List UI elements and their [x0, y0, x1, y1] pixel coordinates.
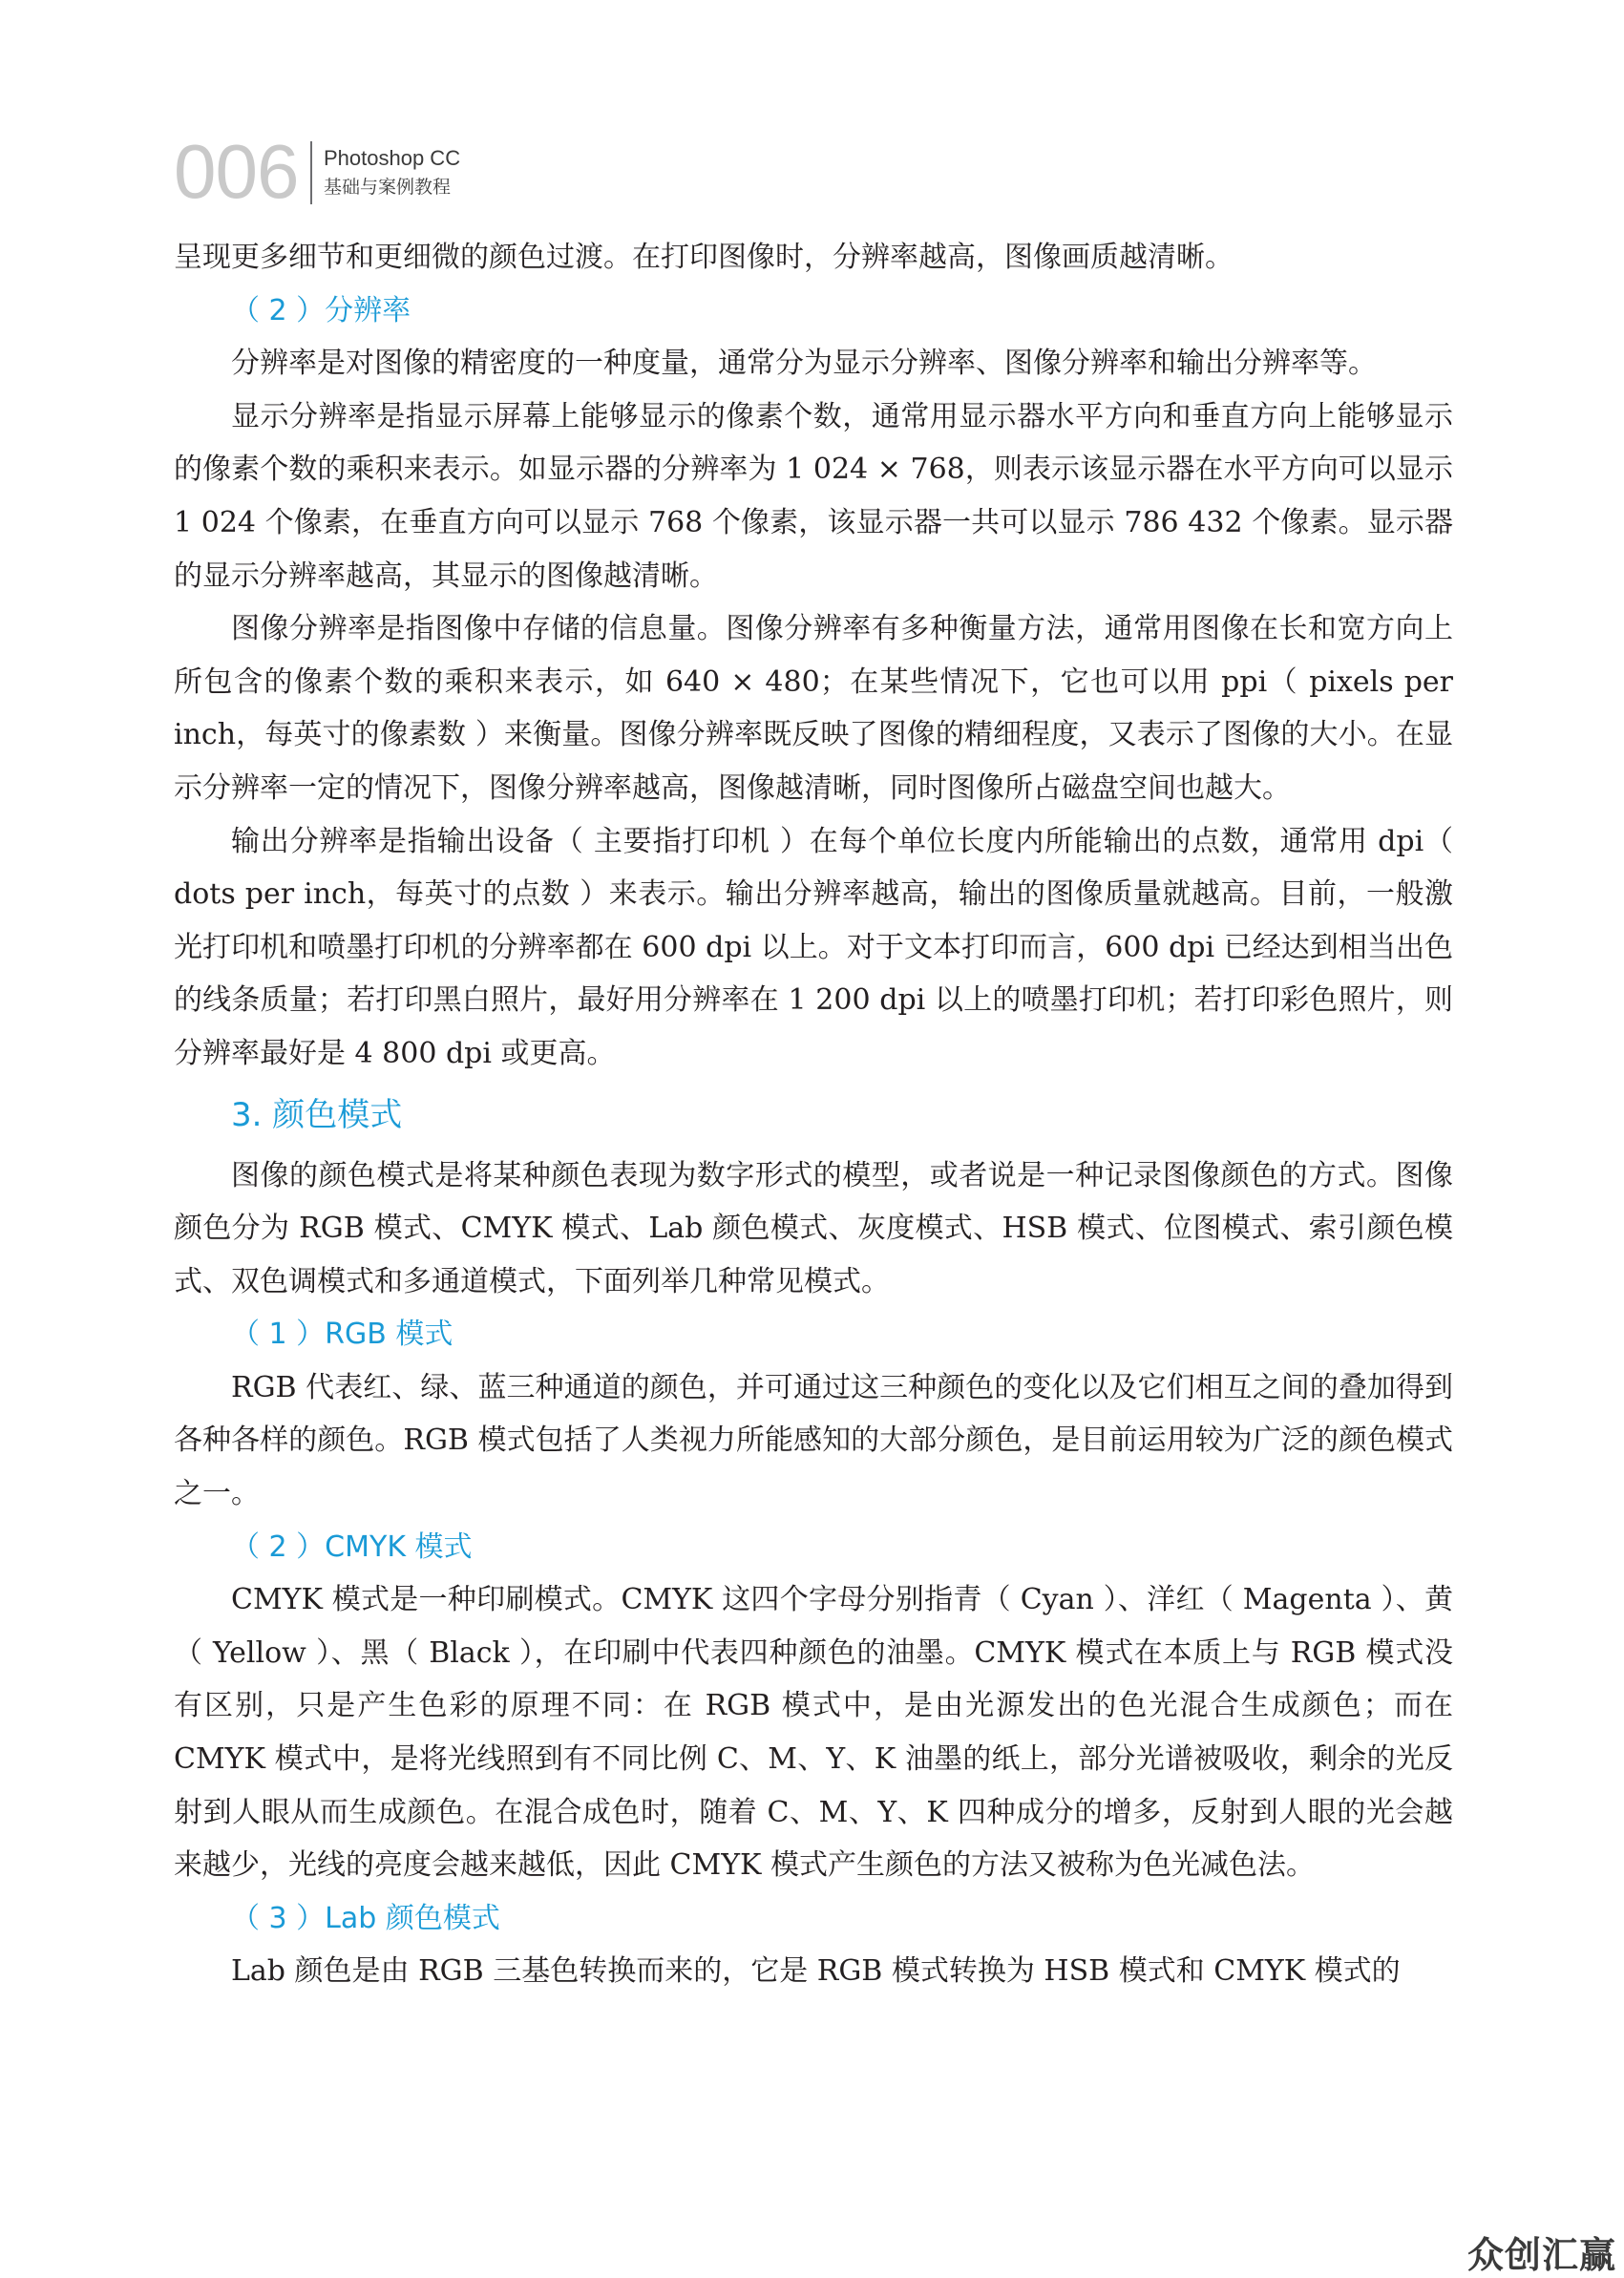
page-number: 006 [174, 129, 299, 214]
paragraph-rgb: RGB 代表红、绿、蓝三种通道的颜色，并可通过这三种颜色的变化以及它们相互之间的叠加得到各种各样的颜色。RGB 模式包括了人类视力所能感知的大部分颜色，是目前运用较为广泛的颜色模式之一。 [174, 1370, 1453, 1511]
header-divider [310, 141, 312, 204]
section-heading-color-modes: 3. 颜色模式 [231, 1095, 403, 1134]
page-body [174, 231, 1453, 1998]
book-title: Photoshop CC [324, 146, 461, 170]
book-subtitle: 基础与案例教程 [324, 177, 452, 198]
subheading-rgb: （ 1 ）RGB 模式 [231, 1318, 453, 1352]
paragraph-cmyk: CMYK 模式是一种印刷模式。CMYK 这四个字母分别指青（ Cyan ）、洋红（ Magenta ）、黄（ Yellow ）、黑（ Black ），在印刷中代表四种颜色的油墨。CMYK 模式在本质上与 RGB 模式没有区别，只是产生色彩的原理不同：在 RGB 模式中，是由光源发出的色光混合生成颜色；而在 CMYK 模式中，是将光线照到有不同比例 C、M、Y、K 油墨的纸上，部分光谱被吸收，剩余的光反射到人眼从而生成颜色。在混合成色时，随着 C、M、Y、K 四种成分的增多，反射到人眼的光会越来越少，光线的亮度会越来越低，因此 CMYK 模式产生颜色的方法又被称为色光减色法。 [174, 1583, 1453, 1883]
subheading-cmyk: （ 2 ）CMYK 模式 [231, 1529, 473, 1564]
subheading-resolution: （ 2 ）分辨率 [231, 293, 411, 327]
subheading-lab: （ 3 ）Lab 颜色模式 [231, 1901, 500, 1935]
watermark-logo: 众创汇赢 [1466, 2234, 1616, 2276]
paragraph-color-modes-intro: 图像的颜色模式是将某种颜色表现为数字形式的模型，或者说是一种记录图像颜色的方式。图像颜色分为 RGB 模式、CMYK 模式、Lab 颜色模式、灰度模式、HSB 模式、位图模式、索引颜色模式、双色调模式和多通道模式，下面列举几种常见模式。 [174, 1158, 1453, 1298]
paragraph-image-resolution: 图像分辨率是指图像中存储的信息量。图像分辨率有多种衡量方法，通常用图像在长和宽方向上所包含的像素个数的乘积来表示，如 640 × 480；在某些情况下，它也可以用 ppi（ pixels per inch，每英寸的像素数 ）来衡量。图像分辨率既反映了图像的精细程度，又表示了图像的大小。在显示分辨率一定的情况下，图像分辨率越高，图像越清晰，同时图像所占磁盘空间也越大。 [174, 612, 1453, 805]
paragraph-continuation: 呈现更多细节和更细微的颜色过渡。在打印图像时，分辨率越高，图像画质越清晰。 [174, 241, 1234, 274]
paragraph-resolution-intro: 分辨率是对图像的精密度的一种度量，通常分为显示分辨率、图像分辨率和输出分辨率等。 [231, 347, 1377, 381]
paragraph-lab: Lab 颜色是由 RGB 三基色转换而来的，它是 RGB 模式转换为 HSB 模式和 CMYK 模式的 [231, 1954, 1401, 1989]
paragraph-output-resolution: 输出分辨率是指输出设备（ 主要指打印机 ）在每个单位长度内所能输出的点数，通常用 dpi（ dots per inch，每英寸的点数 ）来表示。输出分辨率越高，输出的图像质量就越高。目前，一般激光打印机和喷墨打印机的分辨率都在 600 dpi 以上。对于文本打印而言，600 dpi 已经达到相当出色的线条质量；若打印黑白照片，最好用分辨率在 1 200 dpi 以上的喷墨打印机；若打印彩色照片，则分辨率最好是 4 800 dpi 或更高。 [174, 824, 1453, 1070]
paragraph-display-resolution: 显示分辨率是指显示屏幕上能够显示的像素个数，通常用显示器水平方向和垂直方向上能够显示的像素个数的乘积来表示。如显示器的分辨率为 1 024 × 768，则表示该显示器在水平方向可以显示 1 024 个像素，在垂直方向可以显示 768 个像素，该显示器一共可以显示 786 432 个像素。显示器的显示分辨率越高，其显示的图像越清晰。 [174, 399, 1453, 593]
